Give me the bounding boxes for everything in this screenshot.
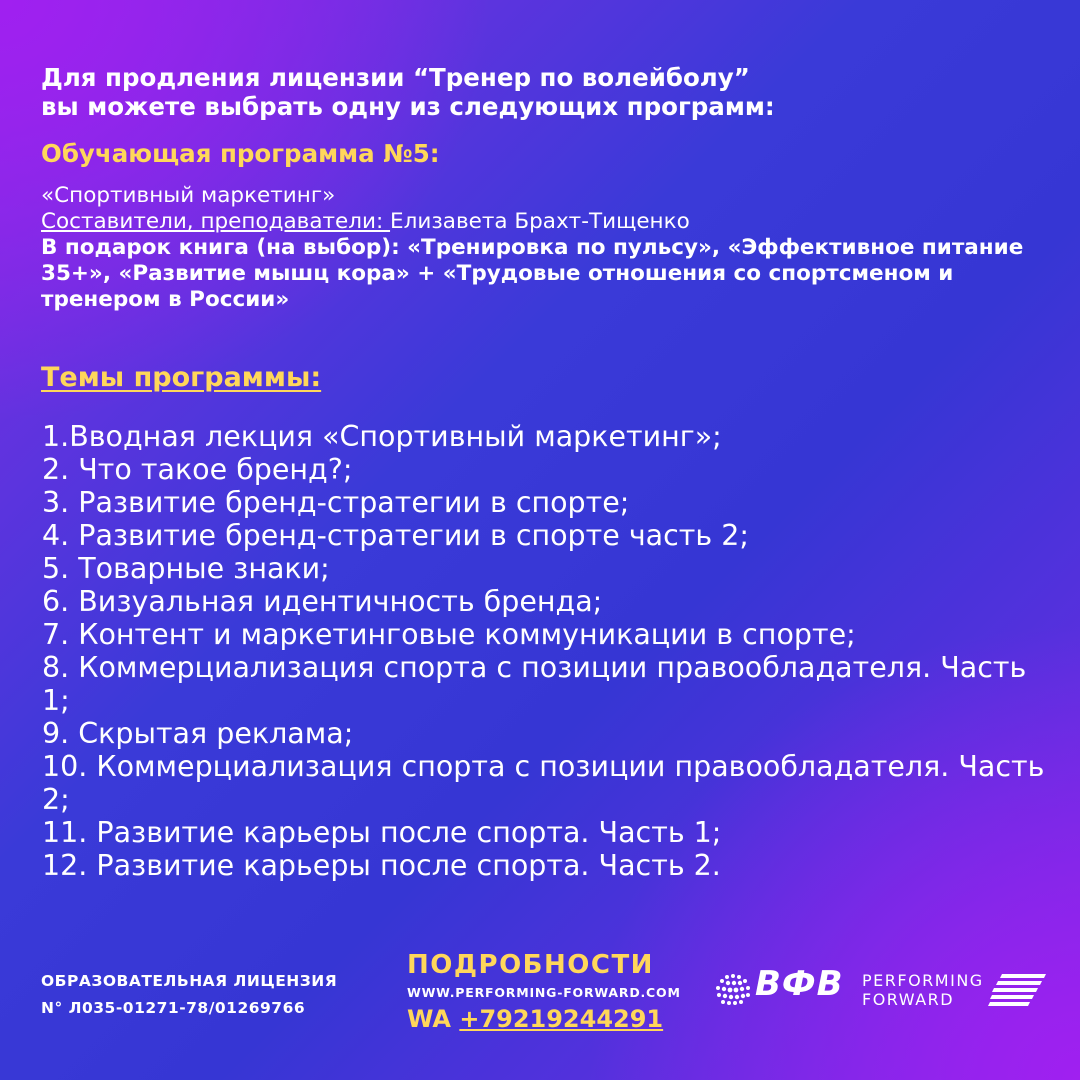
- intro-line-2: вы можете выбрать одну из следующих программ:: [41, 92, 775, 121]
- topic-item: 1.Вводная лекция «Спортивный маркетинг»;: [42, 420, 722, 453]
- topic-item: 12. Развитие карьеры после спорта. Часть 2.: [42, 849, 721, 882]
- topic-item: 10. Коммерциализация спорта с позиции правообладателя. Часть 2;: [42, 750, 1045, 816]
- program-info: [41, 183, 1041, 313]
- topic-item: 11. Развитие карьеры после спорта. Часть 1;: [42, 816, 722, 849]
- topic-item: 2. Что такое бренд?;: [42, 453, 353, 486]
- program-gift: [41, 235, 1041, 313]
- topics-title: Темы программы:: [41, 362, 322, 393]
- pf-line-1: PERFORMING: [862, 971, 984, 990]
- topics-list: [42, 420, 1052, 882]
- topic-item: 6. Визуальная идентичность бренда;: [42, 585, 603, 618]
- authors-label: Составители, преподаватели:: [41, 209, 391, 234]
- license-info: [41, 968, 337, 1022]
- license-line-2: N° Л035-01271-78/01269766: [41, 999, 306, 1017]
- performing-forward-logo-text: [862, 971, 984, 1009]
- vfv-logo-text: ВФВ: [755, 964, 844, 1004]
- authors-names: Елизавета Брахт-Тищенко: [390, 209, 690, 234]
- program-authors: [41, 209, 1041, 235]
- phone-link[interactable]: +79219244291: [459, 1005, 664, 1033]
- vfv-logo-ball-icon: [713, 972, 753, 1008]
- whatsapp-contact: [407, 1004, 681, 1034]
- license-line-1: ОБРАЗОВАТЕЛЬНАЯ ЛИЦЕНЗИЯ: [41, 972, 338, 990]
- topic-item: 5. Товарные знаки;: [42, 552, 330, 585]
- topic-item: 8. Коммерциализация спорта с позиции правообладателя. Часть 1;: [42, 651, 1027, 717]
- topic-item: 7. Контент и маркетинговые коммуникации в спорте;: [42, 618, 856, 651]
- program-name: «Спортивный маркетинг»: [41, 183, 336, 208]
- pf-line-2: FORWARD: [862, 990, 955, 1009]
- intro-text: [41, 63, 775, 121]
- program-title: Обучающая программа №5:: [41, 139, 440, 168]
- details-label: ПОДРОБНОСТИ: [407, 950, 654, 980]
- intro-line-1: Для продления лицензии “Тренер по волейболу”: [41, 63, 750, 92]
- topic-item: 3. Развитие бренд-стратегии в спорте;: [42, 486, 630, 519]
- topic-item: 4. Развитие бренд-стратегии в спорте часть 2;: [42, 519, 750, 552]
- performing-forward-stripes-icon: [988, 972, 1048, 1008]
- gift-text: В подарок книга (на выбор): «Тренировка по пульсу», «Эффективное питание 35+», «Развитие мышц кора» + «Трудовые отношения со спортсменом и тренером в России»: [41, 235, 1024, 312]
- details-block: [407, 948, 681, 1034]
- wa-label: WA: [407, 1005, 460, 1033]
- website-link[interactable]: WWW.PERFORMING-FORWARD.COM: [407, 985, 681, 1000]
- topic-item: 9. Скрытая реклама;: [42, 717, 354, 750]
